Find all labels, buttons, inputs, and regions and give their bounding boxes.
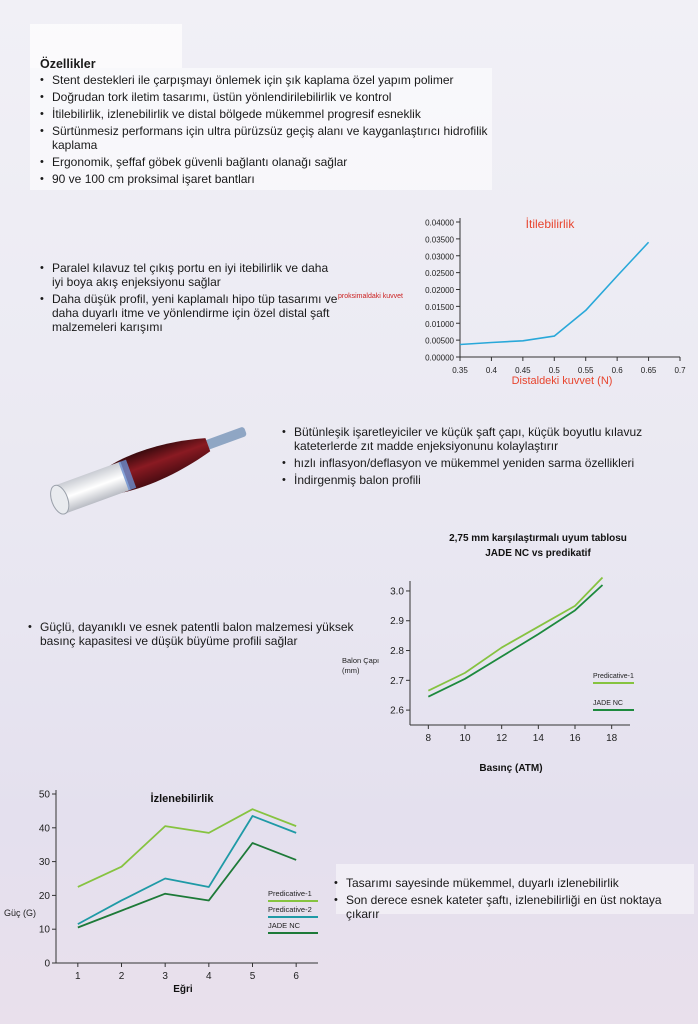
section2-text bbox=[38, 261, 338, 337]
x-tick-label: 0.65 bbox=[640, 366, 657, 375]
pushability-y-label: proksimaldaki kuvvet bbox=[338, 293, 403, 300]
y-tick-label: 0 bbox=[44, 958, 50, 970]
chart-title: İzlenebilirlik bbox=[150, 793, 214, 805]
x-tick-label: 0.6 bbox=[611, 366, 623, 375]
legend-label: JADE NC bbox=[268, 921, 301, 930]
section3-item: • İndirgenmiş balon profili bbox=[280, 473, 680, 487]
features-item: • 90 ve 100 cm proksimal işaret bantları bbox=[38, 172, 488, 186]
section5-text bbox=[332, 876, 694, 924]
y-tick-label: 50 bbox=[38, 789, 50, 801]
y-tick-label: 2.6 bbox=[390, 705, 404, 717]
chart-title: 2,75 mm karşılaştırmalı uyum tablosu bbox=[449, 533, 627, 544]
y-tick-label: 2.8 bbox=[390, 646, 404, 658]
y-tick-label: 0.03500 bbox=[425, 235, 454, 245]
x-tick-label: 0.7 bbox=[674, 366, 686, 375]
y-tick-label: 0.02000 bbox=[425, 286, 454, 295]
section3-item: • Bütünleşik işaretleyiciler ve küçük şaft çapı, küçük boyutlu kılavuz kateterlerde zıt madde enjeksiyonunu kolaylaştırır bbox=[280, 425, 680, 453]
legend-label: Predicative-2 bbox=[268, 905, 312, 914]
features-item: • Sürtünmesiz performans için ultra pürüzsüz geçiş alanı ve kayganlaştırıcı hidrofilik kaplama bbox=[38, 124, 488, 152]
x-axis-label: Eğri bbox=[173, 984, 193, 995]
x-tick-label: 0.45 bbox=[515, 366, 531, 375]
legend-label: JADE NC bbox=[593, 700, 623, 707]
x-tick-label: 1 bbox=[75, 971, 81, 982]
x-tick-label: 0.4 bbox=[485, 366, 497, 375]
section4-item: • Güçlü, dayanıklı ve esnek patentli balon malzemesi yüksek basınç kapasitesi ve düşük büyüme profili sağlar bbox=[26, 620, 356, 648]
section5-item: • Son derece esnek kateter şaftı, izlenebilirliği en üst noktaya çıkarır bbox=[332, 893, 694, 921]
section2-list bbox=[38, 261, 338, 334]
x-tick-label: 12 bbox=[496, 733, 508, 744]
features-item: • İtilebilirlik, izlenebilirlik ve distal bölgede mükemmel progresif esneklik bbox=[38, 107, 488, 121]
y-axis-label: Balon Çapı bbox=[342, 656, 380, 665]
legend-label: Predicative-1 bbox=[268, 889, 312, 898]
catheter-image bbox=[35, 415, 265, 515]
y-tick-label: 2.9 bbox=[390, 616, 404, 628]
legend-label: Predicative-1 bbox=[593, 673, 634, 680]
features-list bbox=[38, 73, 488, 186]
features-item: • Stent destekleri ile çarpışmayı önlemek için şık kaplama özel yapım polimer bbox=[38, 73, 488, 87]
compliance-chart bbox=[340, 525, 670, 775]
x-tick-label: 4 bbox=[206, 971, 212, 982]
x-tick-label: 10 bbox=[459, 733, 471, 744]
y-tick-label: 0.01000 bbox=[425, 319, 454, 329]
series-line bbox=[428, 585, 602, 697]
features-section bbox=[38, 57, 488, 189]
section3-list bbox=[280, 425, 680, 487]
section5-item: • Tasarımı sayesinde mükemmel, duyarlı izlenebilirlik bbox=[332, 876, 694, 890]
series-line bbox=[78, 843, 296, 928]
features-item: • Ergonomik, şeffaf göbek güvenli bağlantı olanağı sağlar bbox=[38, 155, 488, 169]
pushability-chart bbox=[400, 212, 698, 392]
series-line bbox=[428, 578, 602, 691]
x-tick-label: 16 bbox=[569, 733, 581, 744]
y-tick-label: 0.02500 bbox=[425, 269, 454, 279]
section4-list bbox=[26, 620, 356, 648]
y-axis-label-unit: (mm) bbox=[342, 666, 360, 675]
y-tick-label: 20 bbox=[38, 890, 50, 902]
section2-item: • Paralel kılavuz tel çıkış portu en iyi itebilirlik ve daha iyi boya akış enjeksiyonu sağlar bbox=[38, 261, 338, 289]
x-tick-label: 6 bbox=[293, 971, 299, 982]
y-tick-label: 10 bbox=[38, 924, 50, 936]
x-tick-label: 14 bbox=[532, 733, 544, 744]
y-tick-label: 0.00000 bbox=[425, 353, 454, 363]
y-tick-label: 0.01500 bbox=[425, 302, 454, 312]
y-tick-label: 40 bbox=[38, 823, 50, 835]
y-tick-label: 2.7 bbox=[390, 675, 404, 687]
section3-item: • hızlı inflasyon/deflasyon ve mükemmel yeniden sarma özellikleri bbox=[280, 456, 680, 470]
x-tick-label: 5 bbox=[249, 971, 256, 982]
features-title: Özellikler bbox=[40, 57, 96, 71]
series-line bbox=[460, 242, 649, 344]
y-tick-label: 0.04000 bbox=[425, 218, 454, 228]
y-tick-label: 0.03000 bbox=[425, 252, 454, 262]
x-axis-label: Basınç (ATM) bbox=[479, 763, 543, 774]
chart-subtitle: JADE NC vs predikatif bbox=[485, 548, 591, 559]
x-tick-label: 2 bbox=[118, 971, 125, 982]
y-tick-label: 30 bbox=[38, 857, 50, 869]
x-tick-label: 0.35 bbox=[452, 366, 468, 375]
x-tick-label: 0.5 bbox=[548, 366, 560, 375]
y-axis-label: Güç (G) bbox=[4, 908, 37, 918]
y-tick-label: 0.00500 bbox=[425, 336, 454, 346]
section5-list bbox=[332, 876, 694, 921]
y-tick-label: 3.0 bbox=[390, 586, 404, 598]
section3-text bbox=[280, 425, 680, 490]
x-axis-label: Distaldeki kuvvet (N) bbox=[511, 375, 613, 387]
x-tick-label: 3 bbox=[162, 971, 168, 982]
chart-title: İtilebilirlik bbox=[525, 217, 575, 231]
x-tick-label: 18 bbox=[606, 733, 618, 744]
section2-item: • Daha düşük profil, yeni kaplamalı hipo tüp tasarımı ve daha duyarlı itme ve yönlendirme için özel distal şaft malzemeleri karışımı bbox=[38, 292, 338, 334]
series-line bbox=[78, 816, 296, 924]
features-item: • Doğrudan tork iletim tasarımı, üstün yönlendirilebilirlik ve kontrol bbox=[38, 90, 488, 104]
x-tick-label: 0.55 bbox=[577, 366, 594, 375]
trackability-chart bbox=[0, 780, 330, 995]
x-tick-label: 8 bbox=[425, 733, 432, 744]
section4-text bbox=[26, 620, 356, 651]
